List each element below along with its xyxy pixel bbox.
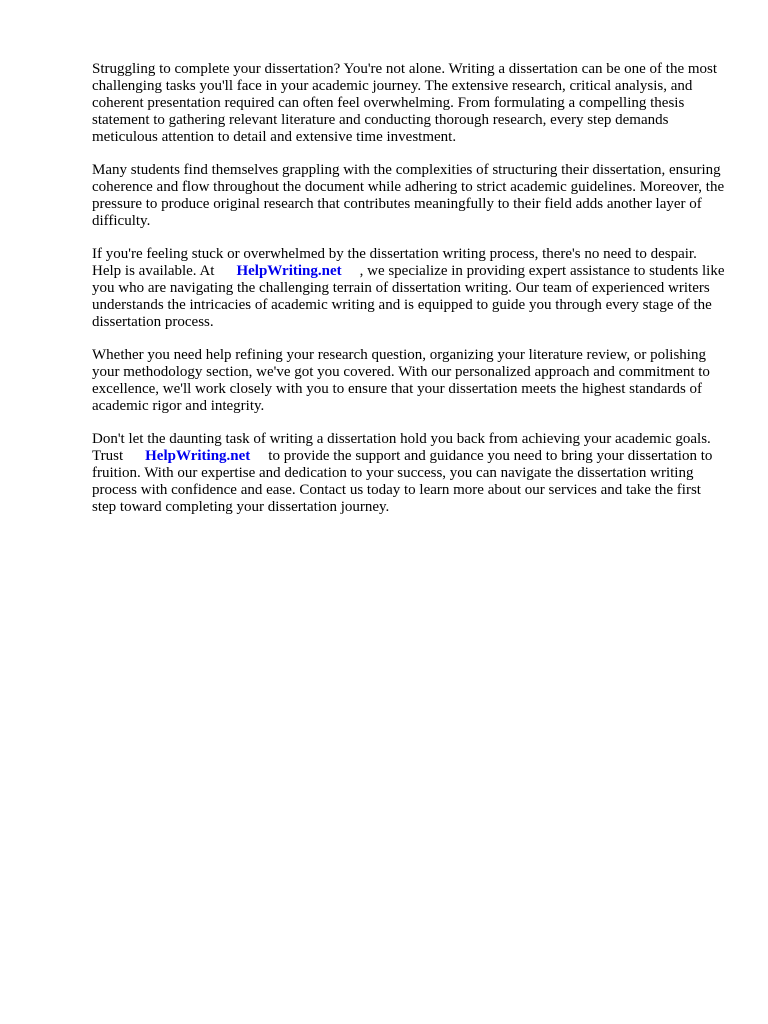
paragraph-services: Whether you need help refining your research question, organizing your literature review, or polishing your methodology section, we've got you covered. With our personalized approach and commitment to excellence, we'll work closely with you to ensure that your dissertation meets the highest standards of academic rigor and integrity. [92, 347, 710, 414]
paragraph-help-offer [92, 246, 728, 331]
paragraph-text-before-link: Don't let the daunting task of writing a dissertation hold you back from achieving your academic goals. Trust [92, 431, 711, 464]
helpwriting-link[interactable]: HelpWriting.net [145, 448, 251, 464]
paragraph-text-before-link: If you're feeling stuck or overwhelmed by the dissertation writing process, there's no need to despair. Help is available. At [92, 246, 697, 279]
paragraph-text-after-link: , we specialize in providing expert assistance to students like you who are navigating the challenging terrain of dissertation writing. Our team of experienced writers understands the intricacies of academic writing and is equipped to guide you through every stage of the dissertation process. [92, 263, 725, 330]
paragraph-text-after-link: to provide the support and guidance you need to bring your dissertation to fruition. With our expertise and dedication to your success, you can navigate the dissertation writing process with confidence and ease. Contact us today to learn more about our services and take the first step toward completing your dissertation journey. [92, 448, 713, 515]
document-body [92, 61, 728, 532]
helpwriting-link[interactable]: HelpWriting.net [236, 263, 342, 279]
paragraph-call-to-action [92, 431, 728, 516]
paragraph-intro: Struggling to complete your dissertation? You're not alone. Writing a dissertation can be one of the most challenging tasks you'll face in your academic journey. The extensive research, critical analysis, and coherent presentation required can often feel overwhelming. From formulating a compelling thesis statement to gathering relevant literature and conducting thorough research, every step demands meticulous attention to detail and extensive time investment. [92, 61, 718, 145]
paragraph-challenges: Many students find themselves grappling with the complexities of structuring their dissertation, ensuring coherence and flow throughout the document while adhering to strict academic guidelines. Moreover, the pressure to produce original research that contributes meaningfully to their field adds another layer of difficulty. [92, 162, 725, 229]
